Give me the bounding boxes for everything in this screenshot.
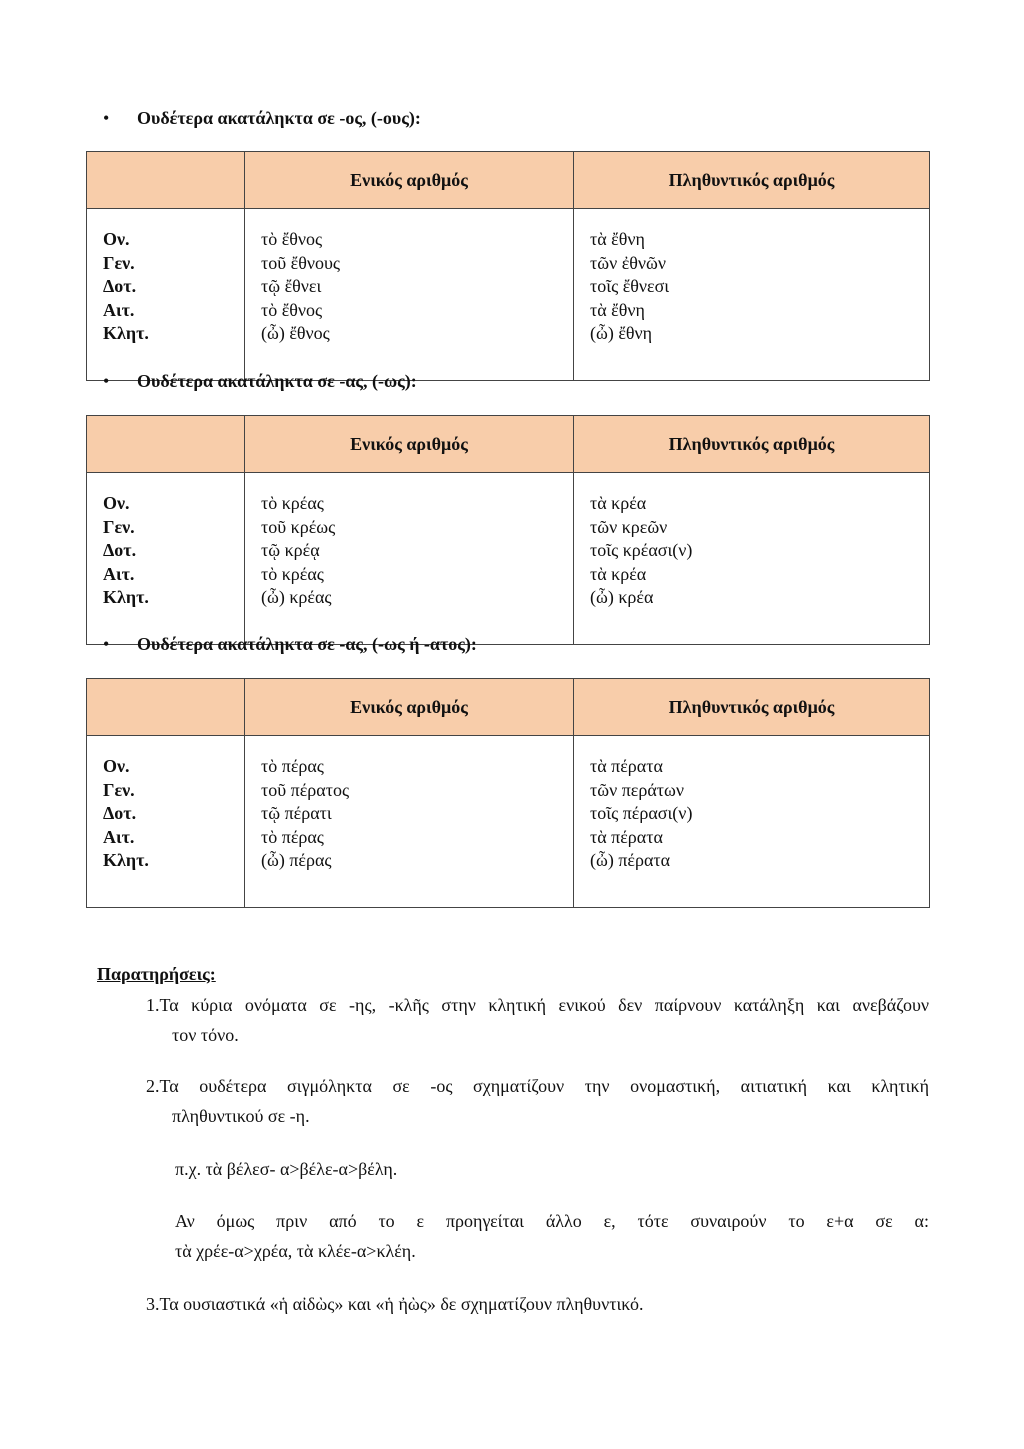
note-number: 2.: [146, 1076, 160, 1096]
singular-forms: τὸ κρέας τοῦ κρέως τῷ κρέᾳ τὸ κρέας (ὦ) κρέας: [245, 473, 574, 645]
section-heading: • Ουδέτερα ακατάληκτα σε -ας, (-ως):: [103, 371, 417, 391]
header-singular: Ενικός αριθμός: [245, 416, 574, 473]
note-item: 1.Τα κύρια ονόματα σε -ης, -κλῆς στην κλητική ενικού δεν παίρνουν κατάληξη και ανεβάζουν τον τόνο.: [146, 995, 929, 1045]
section-heading: • Ουδέτερα ακατάληκτα σε -ας, (-ως ή -ατος):: [103, 634, 477, 654]
note-extra: Αν όμως πριν από το ε προηγείται άλλο ε, τότε συναιρούν το ε+α σε α: τὰ χρέε-α>χρέα, τὰ κλέε-α>κλέη.: [175, 1211, 929, 1261]
note-item: 2.Τα ουδέτερα σιγμόληκτα σε -ος σχηματίζουν την ονομαστική, αιτιατική και κλητική πληθυντικού σε -η.: [146, 1076, 929, 1126]
notes-title: Παρατηρήσεις:: [97, 964, 216, 984]
case-labels: Ον. Γεν. Δοτ. Αιτ. Κλητ.: [87, 209, 245, 381]
section-heading: • Ουδέτερα ακατάληκτα σε -ος, (-ους):: [103, 108, 421, 128]
case-labels: Ον. Γεν. Δοτ. Αιτ. Κλητ.: [87, 473, 245, 645]
bullet-icon: •: [103, 634, 110, 654]
declension-table: [86, 415, 930, 645]
case-labels: Ον. Γεν. Δοτ. Αιτ. Κλητ.: [87, 736, 245, 908]
bullet-icon: •: [103, 108, 110, 128]
declension-table: [86, 678, 930, 908]
header-singular: Ενικός αριθμός: [245, 152, 574, 209]
plural-forms: τὰ πέρατα τῶν περάτων τοῖς πέρασι(ν) τὰ πέρατα (ὦ) πέρατα: [574, 736, 930, 908]
header-plural: Πληθυντικός αριθμός: [574, 679, 930, 736]
singular-forms: τὸ πέρας τοῦ πέρατος τῷ πέρατι τὸ πέρας (ὦ) πέρας: [245, 736, 574, 908]
note-number: 3.: [146, 1294, 160, 1314]
header-plural: Πληθυντικός αριθμός: [574, 416, 930, 473]
note-number: 1.: [146, 995, 160, 1015]
table-row: [87, 736, 930, 908]
plural-forms: τὰ ἔθνη τῶν ἐθνῶν τοῖς ἔθνεσι τὰ ἔθνη (ὦ) ἔθνη: [574, 209, 930, 381]
header-blank: [87, 152, 245, 209]
singular-forms: τὸ ἔθνος τοῦ ἔθνους τῷ ἔθνει τὸ ἔθνος (ὦ) ἔθνος: [245, 209, 574, 381]
table-row: [87, 473, 930, 645]
plural-forms: τὰ κρέα τῶν κρεῶν τοῖς κρέασι(ν) τὰ κρέα (ὦ) κρέα: [574, 473, 930, 645]
bullet-icon: •: [103, 371, 110, 391]
declension-table: [86, 151, 930, 381]
header-blank: [87, 679, 245, 736]
header-singular: Ενικός αριθμός: [245, 679, 574, 736]
note-item: 3.Τα ουσιαστικά «ἡ αἰδὼς» και «ἡ ἠὼς» δε σχηματίζουν πληθυντικό.: [146, 1294, 644, 1314]
header-blank: [87, 416, 245, 473]
note-example: π.χ. τὰ βέλεσ- α>βέλε-α>βέλη.: [175, 1159, 398, 1179]
header-plural: Πληθυντικός αριθμός: [574, 152, 930, 209]
table-row: [87, 209, 930, 381]
